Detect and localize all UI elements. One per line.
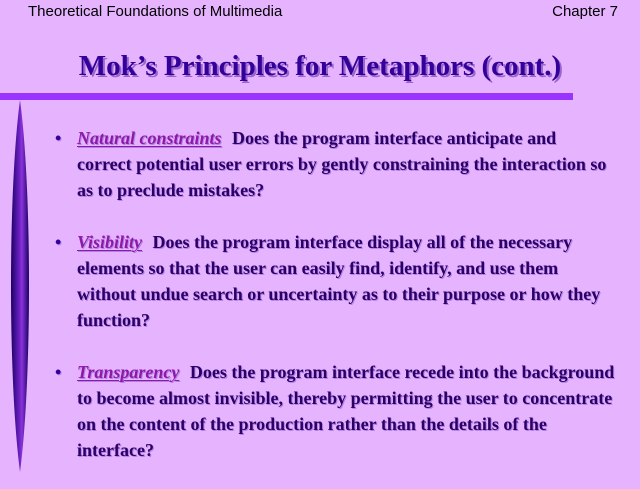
principle-term: Natural constraints [77,128,222,148]
principle-term: Transparency [77,362,180,382]
bullet-icon: • [55,128,62,148]
bullet-icon: • [55,362,62,382]
list-item [55,359,615,463]
bullet-icon: • [55,232,62,252]
side-ornament [0,100,40,472]
principle-text: Does the program interface recede into the background to become almost invisible, thereby permitting the user to concentrate on the content of the production rather than the details of the interface? [77,362,615,460]
course-title: Theoretical Foundations of Multimedia [28,3,283,20]
principle-term: Visibility [77,232,143,252]
principles-list [55,125,615,489]
principle-text: Does the program interface anticipate and correct potential user errors by gently constraining the interaction so as to preclude mistakes? [77,128,607,200]
list-item [55,125,615,203]
principle-text: Does the program interface display all of the necessary elements so that the user can easily find, identify, and use them without undue search or uncertainty as to their purpose or how they function? [77,232,601,330]
chapter-label: Chapter 7 [552,3,618,20]
list-item [55,229,615,333]
title-divider [0,93,573,100]
slide-title: Mok’s Principles for Metaphors (cont.) [78,50,562,82]
